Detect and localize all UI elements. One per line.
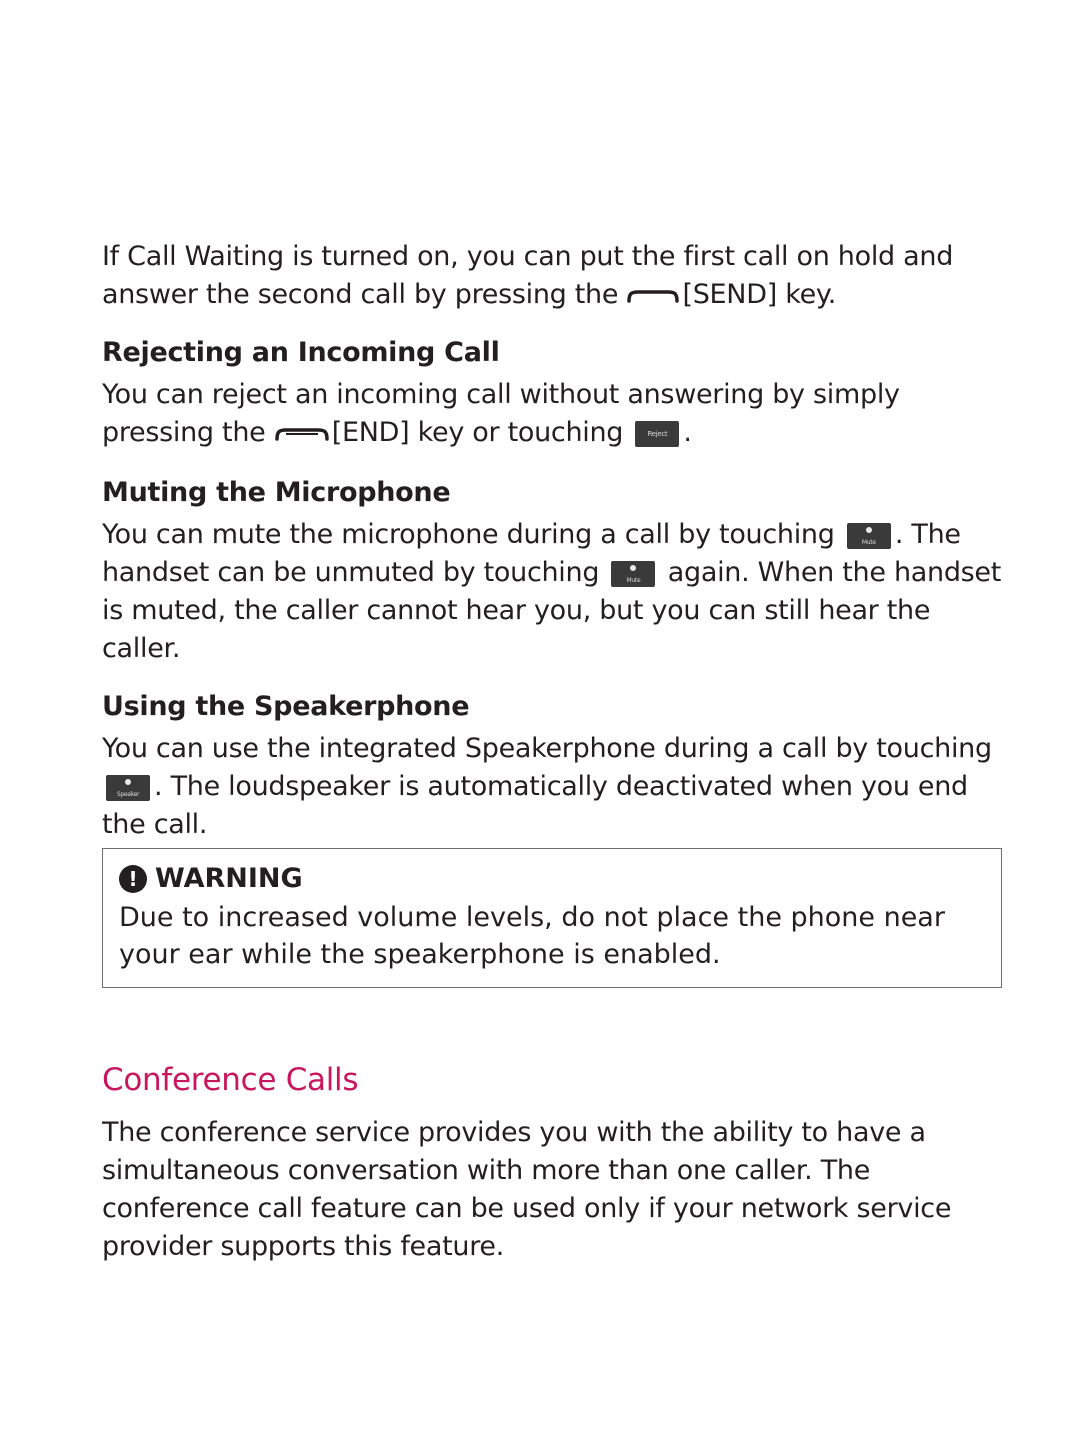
warning-title-row (119, 861, 985, 897)
mute-text-start: You can mute the microphone during a call by touching (102, 519, 843, 550)
speaker-button-icon (106, 775, 150, 801)
call-waiting-text: If Call Waiting is turned on, you can put the first call on hold and answer the second call by pressing the (102, 241, 954, 310)
warning-text: Due to increased volume levels, do not place the phone near your ear while the speakerphone is enabled. (119, 902, 945, 970)
speakerphone-heading: Using the Speakerphone (102, 691, 470, 722)
manual-page-content (102, 238, 1002, 1266)
call-waiting-text-end: key. (776, 279, 837, 310)
microphone-icon (866, 527, 872, 533)
call-waiting-paragraph (102, 238, 1002, 314)
reject-text-start: You can reject an incoming call without answering by simply pressing the (102, 379, 900, 448)
rejecting-call-heading: Rejecting an Incoming Call (102, 337, 500, 368)
send-key-icon (626, 289, 680, 303)
warning-title: WARNING (155, 863, 303, 894)
mute-text-middle: . The handset can be unmuted by touching (102, 519, 961, 588)
conference-calls-paragraph: The conference service provides you with the ability to have a simultaneous conversation with more than one caller. The conference call feature can be used only if your network service provider supports this feature. (102, 1117, 952, 1262)
speakerphone-paragraph (102, 730, 1002, 844)
exclamation-circle-icon: ! (119, 865, 147, 893)
muting-microphone-heading: Muting the Microphone (102, 477, 451, 508)
muting-microphone-paragraph (102, 516, 1002, 668)
mute-button-caption: Mute (861, 538, 876, 546)
speaker-icon (125, 779, 131, 785)
speaker-button-caption: Speaker (116, 790, 140, 798)
reject-text-end: . (683, 417, 692, 448)
rejecting-call-paragraph (102, 376, 1002, 452)
mute-text-end: again. When the handset is muted, the caller cannot hear you, but you can still hear the caller. (102, 557, 1002, 664)
conference-calls-title: Conference Calls (102, 1062, 359, 1098)
mute-button-icon-2 (611, 561, 655, 587)
reject-text-middle: key or touching (409, 417, 632, 448)
warning-box (102, 848, 1002, 988)
microphone-icon (630, 565, 636, 571)
speaker-text-end: . The loudspeaker is automatically deactivated when you end the call. (102, 771, 968, 840)
mute-button-icon (847, 523, 891, 549)
end-key-label: [END] (331, 417, 410, 448)
mute-button-caption-2: Mute (626, 576, 641, 584)
speaker-text-start: You can use the integrated Speakerphone during a call by touching (102, 733, 992, 764)
reject-button-caption: Reject (647, 429, 668, 438)
send-key-label: [SEND] (682, 279, 777, 310)
end-key-icon (274, 426, 330, 442)
reject-button-icon (635, 421, 679, 447)
